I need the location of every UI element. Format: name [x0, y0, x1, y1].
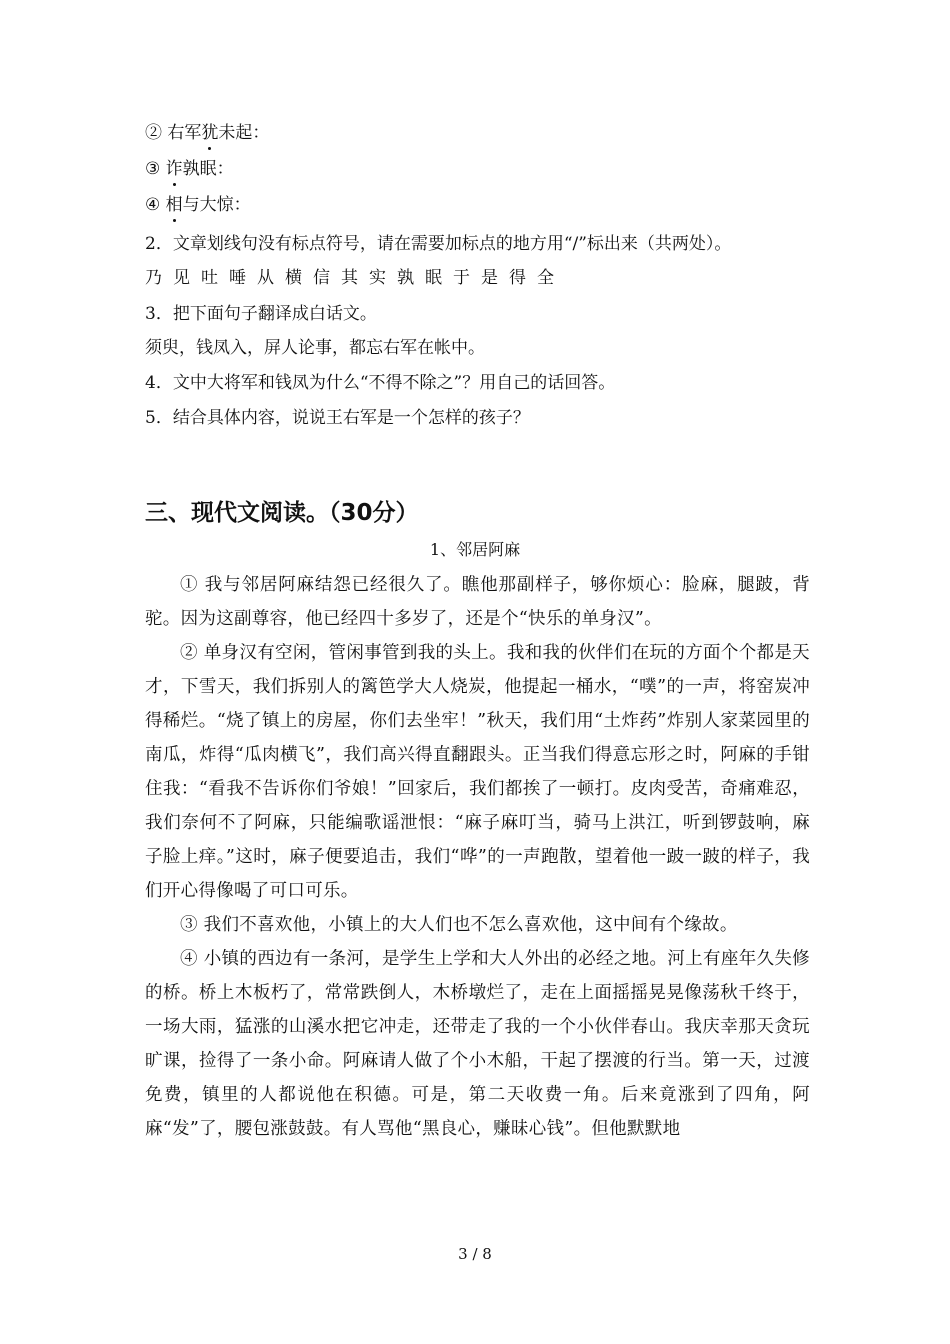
paragraph: ① 我与邻居阿麻结怨已经很久了。瞧他那副样子，够你烦心：脸麻，腿跛，背驼。因为这副尊容，他已经四十多岁了，还是个“快乐的单身汉”。 [145, 575, 810, 629]
paragraph: ④ 小镇的西边有一条河，是学生上学和大人外出的必经之地。河上有座年久失修的桥。桥上木板朽了，常常跌倒人，木桥墩烂了，走在上面摇摇晃晃像荡秋千终于，一场大雨，猛涨的山溪水把它冲走，还带走了我的一个小伙伴春山。我庆幸那天贪玩旷课，捡得了一条小命。阿麻请人做了个小木船，干起了摆渡的行当。第一天，过渡免费，镇里的人都说他在积德。可是，第二天收费一角。后来竟涨到了四角，阿麻“发”了，腰包涨鼓鼓。有人骂他“黑良心，赚昧心钱”。但他默默地 [145, 949, 810, 1139]
dotted-character: 诈 [165, 159, 183, 179]
item-text: 孰眠： [182, 159, 234, 179]
item-text: 与大惊： [182, 195, 251, 215]
page-number: 3 / 8 [458, 1245, 492, 1263]
question-3: 3．把下面句子翻译成白话文。 [145, 304, 377, 324]
question-1-item-2 [145, 121, 269, 145]
article-title: 1、邻居阿麻 [429, 540, 521, 559]
item-number: ④ [145, 195, 166, 215]
paragraph: ② 单身汉有空闲，管闲事管到我的头上。我和我的伙伴们在玩的方面个个都是天才，下雪天，我们拆别人的篱笆学大人烧炭，他提起一桶水，“噗”的一声，将窑炭冲得稀烂。“烧了镇上的房屋，你们去坐牢！”秋天，我们用“土炸药”炸别人家菜园里的南瓜，炸得“瓜肉横飞”，我们高兴得直翻跟头。正当我们得意忘形之时，阿麻的手钳住我：“看我不告诉你们爷娘！”回家后，我们都挨了一顿打。皮肉受苦，奇痛难忍，我们奈何不了阿麻，只能编歌谣泄恨：“麻子麻叮当，骑马上洪江，听到锣鼓响，麻子脸上痒。”这时，麻子便要追击，我们“哗”的一声跑散，望着他一跛一跛的样子，我们开心得像喝了可口可乐。 [145, 643, 810, 901]
dotted-character: 相 [165, 195, 183, 215]
question-3-sentence: 须臾，钱凤入，屏人论事，都忘右军在帐中。 [145, 338, 485, 358]
section-title: 三、现代文阅读。（30分） [145, 500, 419, 526]
item-number: ③ [145, 159, 166, 179]
item-text: 右军 [167, 123, 202, 143]
question-2: 2．文章划线句没有标点符号，请在需要加标点的地方用“/”标出来（共两处）。 [145, 234, 732, 254]
item-text: 未起： [218, 123, 270, 143]
dotted-character: 犹 [201, 123, 219, 143]
question-1-item-3 [145, 157, 234, 181]
paragraph: ③ 我们不喜欢他，小镇上的大人们也不怎么喜欢他，这中间有个缘故。 [180, 915, 738, 935]
question-4: 4．文中大将军和钱凤为什么“不得不除之”？用自己的话回答。 [145, 373, 616, 393]
question-2-sentence: 乃见吐唾从横信其实孰眠于是得全 [145, 268, 565, 288]
question-1-item-4 [145, 193, 251, 217]
article-body [145, 568, 810, 1146]
question-5: 5．结合具体内容，说说王右军是一个怎样的孩子？ [145, 408, 530, 428]
item-number: ② [145, 123, 168, 143]
